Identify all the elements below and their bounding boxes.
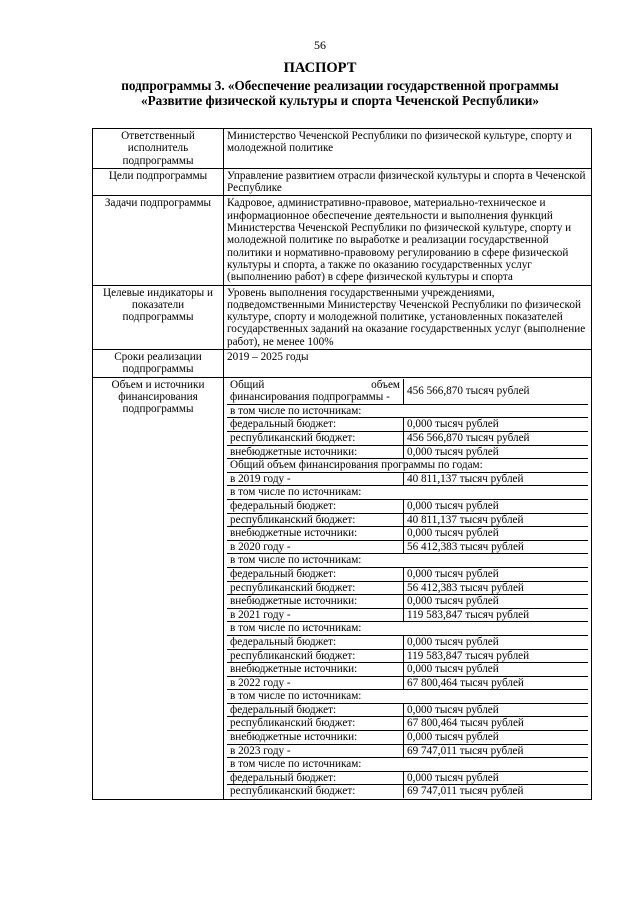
subtitle-line-1: подпрограммы 3. «Обеспечение реализации государственной программы: [121, 78, 559, 93]
indicators-label: Целевые индикаторы и показатели подпрограммы: [93, 285, 224, 349]
fin-total-label: [227, 379, 404, 405]
year-federal-label: федеральный бюджет:: [227, 567, 404, 581]
year-republic-value: 40 811,137 тысяч рублей: [404, 513, 589, 527]
year-republic-value: 56 412,383 тысяч рублей: [404, 581, 589, 595]
year-federal-row: [227, 499, 588, 513]
executor-value: Министерство Чеченской Республики по физической культуре, спорту и молодежной политике: [224, 129, 592, 169]
fin-federal-value: 0,000 тысяч рублей: [404, 418, 589, 432]
year-federal-value: 0,000 тысяч рублей: [404, 567, 589, 581]
year-federal-row: [227, 703, 588, 717]
tasks-label: Задачи подпрограммы: [93, 196, 224, 285]
year-federal-value: 0,000 тысяч рублей: [404, 499, 589, 513]
year-republic-row: [227, 785, 588, 798]
year-federal-row: [227, 635, 588, 649]
year-row: [227, 472, 588, 486]
financing-label: Объем и источники финансирования подпрограммы: [93, 377, 224, 799]
year-total: 56 412,383 тысяч рублей: [404, 540, 589, 554]
year-federal-label: федеральный бюджет:: [227, 499, 404, 513]
financing-table: [227, 379, 588, 798]
terms-value: 2019 – 2025 годы: [224, 350, 592, 378]
fin-offbudget-row: [227, 445, 588, 459]
year-offbudget-row: [227, 595, 588, 609]
year-republic-row: [227, 717, 588, 731]
executor-label: Ответственный исполнитель подпрограммы: [93, 129, 224, 169]
year-offbudget-value: 0,000 тысяч рублей: [404, 595, 589, 609]
year-offbudget-row: [227, 527, 588, 541]
year-label: в 2019 году -: [227, 472, 404, 486]
financing-box: [224, 377, 592, 799]
fin-offbudget-value: 0,000 тысяч рублей: [404, 445, 589, 459]
year-republic-label: республиканский бюджет:: [227, 513, 404, 527]
year-offbudget-label: внебюджетные источники:: [227, 663, 404, 677]
year-total: 69 747,011 тысяч рублей: [404, 744, 589, 758]
fin-total-value: 456 566,870 тысяч рублей: [404, 379, 589, 405]
fin-federal-label: федеральный бюджет:: [227, 418, 404, 432]
fin-total-row: [227, 379, 588, 405]
year-total: 67 800,464 тысяч рублей: [404, 676, 589, 690]
year-offbudget-row: [227, 663, 588, 677]
year-incl-row: [227, 554, 588, 568]
fin-total-word2: объем: [371, 378, 400, 391]
year-label: в 2022 году -: [227, 676, 404, 690]
year-row: [227, 744, 588, 758]
year-offbudget-value: 0,000 тысяч рублей: [404, 731, 589, 745]
year-offbudget-value: 0,000 тысяч рублей: [404, 527, 589, 541]
year-republic-row: [227, 649, 588, 663]
year-total: 40 811,137 тысяч рублей: [404, 472, 589, 486]
fin-republic-row: [227, 432, 588, 446]
year-incl-row: [227, 758, 588, 772]
year-label: в 2023 году -: [227, 744, 404, 758]
year-row: [227, 540, 588, 554]
fin-total-word1: Общий: [230, 378, 265, 391]
year-incl-text: в том числе по источникам:: [227, 622, 588, 636]
year-label: в 2021 году -: [227, 608, 404, 622]
year-republic-value: 67 800,464 тысяч рублей: [404, 717, 589, 731]
year-federal-row: [227, 771, 588, 785]
year-republic-label: республиканский бюджет:: [227, 717, 404, 731]
goals-label: Цели подпрограммы: [93, 168, 224, 196]
fin-incl-text: в том числе по источникам:: [227, 404, 588, 418]
document-title: ПАСПОРТ: [283, 60, 357, 76]
passport-table: [92, 128, 592, 800]
year-incl-text: в том числе по источникам:: [227, 690, 588, 704]
fin-by-years-row: [227, 459, 588, 473]
year-label: в 2020 году -: [227, 540, 404, 554]
year-federal-value: 0,000 тысяч рублей: [404, 703, 589, 717]
year-federal-label: федеральный бюджет:: [227, 771, 404, 785]
year-row: [227, 676, 588, 690]
year-offbudget-label: внебюджетные источники:: [227, 595, 404, 609]
year-federal-row: [227, 567, 588, 581]
goals-value: Управление развитием отрасли физической культуры и спорта в Чеченской Республике: [224, 168, 592, 196]
row-tasks: [93, 196, 592, 285]
row-indicators: [93, 285, 592, 349]
year-offbudget-row: [227, 731, 588, 745]
subtitle-line-2: «Развитие физической культуры и спорта Чеченской Республики»: [140, 92, 539, 108]
year-incl-row: [227, 486, 588, 500]
year-total: 119 583,847 тысяч рублей: [404, 608, 589, 622]
row-terms: [93, 350, 592, 378]
fin-incl-row: [227, 404, 588, 418]
year-incl-row: [227, 690, 588, 704]
year-republic-label: республиканский бюджет:: [227, 581, 404, 595]
year-incl-row: [227, 622, 588, 636]
terms-label: Сроки реализации подпрограммы: [93, 350, 224, 378]
row-financing: [93, 377, 592, 799]
tasks-value: Кадровое, административно-правовое, материально-техническое и информационное обеспечение деятельности и выполнения функций Министерства Чеченской Республики по физической культуре, спорту и молодежной политике по выработке и реализации государственной политики и нормативно-правовому регулированию в сфере физической культуры и спорта, а также по оказанию государственных услуг (выполнению работ) в сфере физической культуры и спорта: [224, 196, 592, 285]
year-incl-text: в том числе по источникам:: [227, 758, 588, 772]
year-offbudget-label: внебюджетные источники:: [227, 731, 404, 745]
fin-republic-value: 456 566,870 тысяч рублей: [404, 432, 589, 446]
year-offbudget-label: внебюджетные источники:: [227, 527, 404, 541]
fin-total-rest: финансирования подпрограммы -: [230, 391, 390, 404]
year-republic-label: республиканский бюджет:: [230, 785, 356, 798]
year-incl-text: в том числе по источникам:: [227, 486, 588, 500]
page-number: 56: [314, 38, 326, 52]
indicators-value: Уровень выполнения государственными учреждениями, подведомственными Министерству Чеченской Республики по физической культуре, спорту и молодежной политике, установленных показателей государственных заданий на оказание государственных услуг (выполнение работ), не менее 100%: [224, 285, 592, 349]
year-republic-label: республиканский бюджет:: [227, 649, 404, 663]
fin-offbudget-label: внебюджетные источники:: [227, 445, 404, 459]
year-republic-value: 69 747,011 тысяч рублей: [404, 785, 589, 798]
year-offbudget-value: 0,000 тысяч рублей: [404, 663, 589, 677]
year-federal-value: 0,000 тысяч рублей: [404, 771, 589, 785]
year-republic-row: [227, 513, 588, 527]
year-republic-value: 119 583,847 тысяч рублей: [404, 649, 589, 663]
row-executor: [93, 129, 592, 169]
year-federal-value: 0,000 тысяч рублей: [404, 635, 589, 649]
fin-by-years-head: Общий объем финансирования программы по годам:: [227, 459, 588, 473]
year-republic-row: [227, 581, 588, 595]
year-row: [227, 608, 588, 622]
year-federal-label: федеральный бюджет:: [227, 703, 404, 717]
fin-federal-row: [227, 418, 588, 432]
fin-republic-label: республиканский бюджет:: [227, 432, 404, 446]
year-federal-label: федеральный бюджет:: [227, 635, 404, 649]
document-subtitle: [60, 79, 620, 108]
year-incl-text: в том числе по источникам:: [227, 554, 588, 568]
row-goals: [93, 168, 592, 196]
